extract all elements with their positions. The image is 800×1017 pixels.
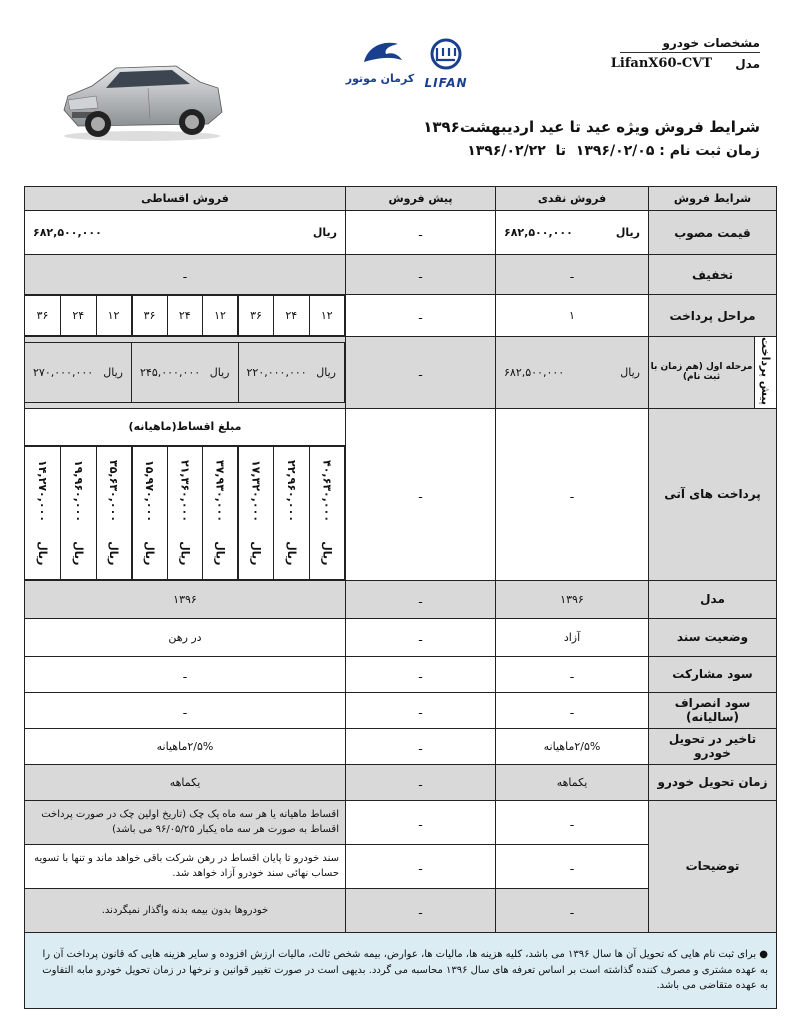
row-label-discount: تخفیف	[649, 255, 777, 295]
model-value: LifanX60-CVT	[610, 56, 712, 71]
kerman-motor-logo	[344, 36, 416, 88]
note-installment: اقساط ماهیانه یا هر سه ماه یک چک (تاریخ اولین چک در صورت پرداخت اقساط به صورت هر سه ماه یکبار ۹۶/۰۵/۲۵ می باشد)	[25, 800, 346, 844]
cell-price-installment	[25, 211, 346, 255]
cell-delay-cash: ۲/۵%ماهیانه	[496, 728, 649, 764]
reg-to: ۱۳۹۶/۰۲/۲۲	[467, 143, 546, 159]
kerman-bird-icon	[344, 36, 416, 68]
cell-first-installment	[25, 337, 346, 409]
monthly-amount	[132, 446, 168, 579]
monthly-value: ۱۵,۹۷۰,۰۰۰	[143, 460, 156, 523]
monthly-unit: ریال	[107, 541, 120, 566]
price-cash-unit: ریال	[615, 226, 640, 239]
col-header-pre: پیش فروش	[346, 187, 496, 211]
first-inst-value: ۲۲۰,۰۰۰,۰۰۰	[246, 365, 307, 379]
stage-count: ۲۴	[61, 296, 97, 336]
cell-partnership-cash: ـ	[496, 656, 649, 692]
row-label-cancellation: سود انصراف (سالیانه)	[649, 692, 777, 728]
monthly-amount	[274, 446, 310, 579]
cell-partnership-pre: ـ	[346, 656, 496, 692]
monthly-value: ۱۴,۲۷۰,۰۰۰	[36, 460, 49, 523]
cell-notes-pre: ـ	[346, 800, 496, 844]
cell-delivery-cash: یکماهه	[496, 764, 649, 800]
row-label-doc-status: وضعیت سند	[649, 618, 777, 656]
lifan-emblem-icon	[418, 38, 474, 72]
cell-discount-installment: ـ	[25, 255, 346, 295]
page-title: شرایط فروش ویژه عید تا عید اردیبهشت۱۳۹۶	[423, 118, 760, 136]
monthly-unit: ریال	[36, 541, 49, 566]
monthly-value: ۴۰,۶۳۰,۰۰۰	[320, 460, 334, 523]
cell-notes-pre: ـ	[346, 888, 496, 932]
cell-future-installment	[25, 408, 346, 580]
first-inst-24	[132, 342, 239, 402]
row-label-model: مدل	[649, 580, 777, 618]
stage-count: ۱۲	[96, 296, 132, 336]
cell-discount-pre: ـ	[346, 255, 496, 295]
first-cash-unit: ریال	[620, 365, 640, 379]
cell-cancel-cash: ـ	[496, 692, 649, 728]
monthly-unit: ریال	[178, 541, 192, 566]
stage-count: ۳۶	[25, 296, 61, 336]
first-inst-36	[25, 342, 132, 402]
first-cash-value: ۶۸۲,۵۰۰,۰۰۰	[504, 365, 565, 379]
col-header-cash: فروش نقدی	[496, 187, 649, 211]
cell-model-installment: ۱۳۹۶	[25, 580, 346, 618]
row-label-first-payment: مرحله اول (هم زمان با ثبت نام)	[649, 337, 755, 409]
lifan-logo	[418, 38, 474, 90]
monthly-value: ۱۷,۳۲۰,۰۰۰	[249, 460, 263, 523]
stage-count: ۱۲	[309, 296, 345, 336]
monthly-value: ۳۵,۶۳۰,۰۰۰	[107, 460, 120, 523]
stage-count: ۳۶	[238, 296, 274, 336]
car-image	[58, 52, 226, 142]
stage-count: ۳۶	[132, 296, 168, 336]
price-cash-value: ۶۸۲,۵۰۰,۰۰۰	[504, 226, 573, 239]
cell-first-pre: ـ	[346, 337, 496, 409]
first-inst-unit: ریال	[316, 365, 336, 379]
row-label-delivery: زمان تحویل خودرو	[649, 764, 777, 800]
cell-discount-cash: ـ	[496, 255, 649, 295]
price-inst-value: ۶۸۲,۵۰۰,۰۰۰	[33, 226, 102, 239]
monthly-amount	[238, 446, 274, 579]
kerman-logo-text: کرمان موتور	[345, 72, 415, 85]
reg-label: زمان ثبت نام :	[659, 143, 760, 159]
monthly-unit: ریال	[320, 541, 334, 566]
monthly-value: ۲۲,۹۶۰,۰۰۰	[284, 460, 298, 523]
monthly-unit: ریال	[71, 541, 85, 566]
cell-model-cash: ۱۳۹۶	[496, 580, 649, 618]
monthly-unit: ریال	[213, 541, 227, 566]
row-label-notes: توضیحات	[649, 800, 777, 932]
cell-doc-pre: ـ	[346, 618, 496, 656]
monthly-value: ۱۹,۹۶۰,۰۰۰	[71, 460, 85, 523]
cell-doc-installment: در رهن	[25, 618, 346, 656]
reg-to-word: تا	[555, 143, 567, 159]
monthly-unit: ریال	[143, 541, 156, 566]
cell-delivery-installment: یکماهه	[25, 764, 346, 800]
cell-stages-pre: ـ	[346, 295, 496, 337]
monthly-amount	[96, 446, 132, 579]
stage-count: ۱۲	[203, 296, 239, 336]
cell-delay-installment: ۲/۵%ماهیانه	[25, 728, 346, 764]
prepayment-group-text: پیش پرداخت	[759, 337, 773, 405]
monthly-amount	[203, 446, 239, 579]
cell-cancel-pre: ـ	[346, 692, 496, 728]
footnote: ● برای ثبت نام هایی که تحویل آن ها سال ۱۳۹۶ می باشد، کلیه هزینه ها، مالیات ها، عوارض، بیمه شخص ثالث، مالیات ارزش افزوده و سایر هزینه هایی که قانون پرداخت آن را به عهده مشتری و مصرف کننده گذاشته است بر اساس تعرفه های سال ۱۳۹۶ محاسبه می گردد. بدیهی است در صورت تغییر قوانین و نرخها در زمان تحویل خودرو مابه التفاوت به عهده متقاضی می باشد.	[25, 932, 777, 1008]
model-label: مدل	[735, 57, 760, 71]
monthly-unit: ریال	[284, 541, 298, 566]
row-label-partnership: سود مشارکت	[649, 656, 777, 692]
cell-partnership-installment: ـ	[25, 656, 346, 692]
monthly-amount	[25, 446, 61, 579]
price-inst-unit: ریال	[312, 226, 337, 239]
monthly-amount	[61, 446, 97, 579]
col-header-conditions: شرایط فروش	[649, 187, 777, 211]
cell-delay-pre: ـ	[346, 728, 496, 764]
cell-notes-pre: ـ	[346, 844, 496, 888]
cell-notes-cash: ـ	[496, 844, 649, 888]
registration-period	[467, 143, 760, 159]
cell-stages-cash: ۱	[496, 295, 649, 337]
cell-notes-cash: ـ	[496, 888, 649, 932]
cell-model-pre: ـ	[346, 580, 496, 618]
first-inst-value: ۲۷۰,۰۰۰,۰۰۰	[33, 365, 94, 379]
cell-stages-installment	[25, 295, 346, 337]
reg-from: ۱۳۹۶/۰۲/۰۵	[575, 143, 655, 159]
row-label-future: پرداخت های آتی	[649, 408, 777, 580]
first-inst-12	[238, 342, 345, 402]
row-label-stages: مراحل پرداخت	[649, 295, 777, 337]
note-installment: خودروها بدون بیمه بدنه واگذار نمیگردند.	[25, 888, 346, 932]
cell-cancel-installment: ـ	[25, 692, 346, 728]
stage-count: ۲۴	[274, 296, 310, 336]
monthly-installment-title: مبلغ اقساط(ماهیانه)	[25, 409, 345, 446]
note-installment: سند خودرو تا پایان اقساط در رهن شرکت باقی خواهد ماند و تنها با تسویه حساب نهائی سند خودرو آزاد خواهد شد.	[25, 844, 346, 888]
sales-conditions-table	[24, 186, 777, 1009]
monthly-amount	[309, 446, 345, 579]
row-label-price: قیمت مصوب	[649, 211, 777, 255]
col-header-installment: فروش اقساطی	[25, 187, 346, 211]
first-inst-value: ۲۴۵,۰۰۰,۰۰۰	[140, 365, 201, 379]
cell-future-cash: ـ	[496, 408, 649, 580]
cell-future-pre: ـ	[346, 408, 496, 580]
stage-count: ۲۴	[167, 296, 203, 336]
spec-underline	[620, 52, 760, 53]
spec-label: مشخصات خودرو	[662, 36, 760, 50]
monthly-value: ۳۷,۹۳۰,۰۰۰	[213, 460, 227, 523]
cell-price-cash	[496, 211, 649, 255]
monthly-unit: ریال	[249, 541, 263, 566]
monthly-value: ۲۱,۳۶۰,۰۰۰	[178, 460, 192, 523]
cell-doc-cash: آزاد	[496, 618, 649, 656]
prepayment-group-label	[755, 337, 777, 409]
cell-first-cash	[496, 337, 649, 409]
row-label-delay: تاخیر در تحویل خودرو	[649, 728, 777, 764]
cell-price-pre: ـ	[346, 211, 496, 255]
first-inst-unit: ریال	[209, 365, 230, 379]
cell-delivery-pre: ـ	[346, 764, 496, 800]
cell-notes-cash: ـ	[496, 800, 649, 844]
lifan-logo-text: LIFAN	[424, 76, 468, 90]
first-inst-unit: ریال	[103, 365, 123, 379]
monthly-amount	[167, 446, 203, 579]
